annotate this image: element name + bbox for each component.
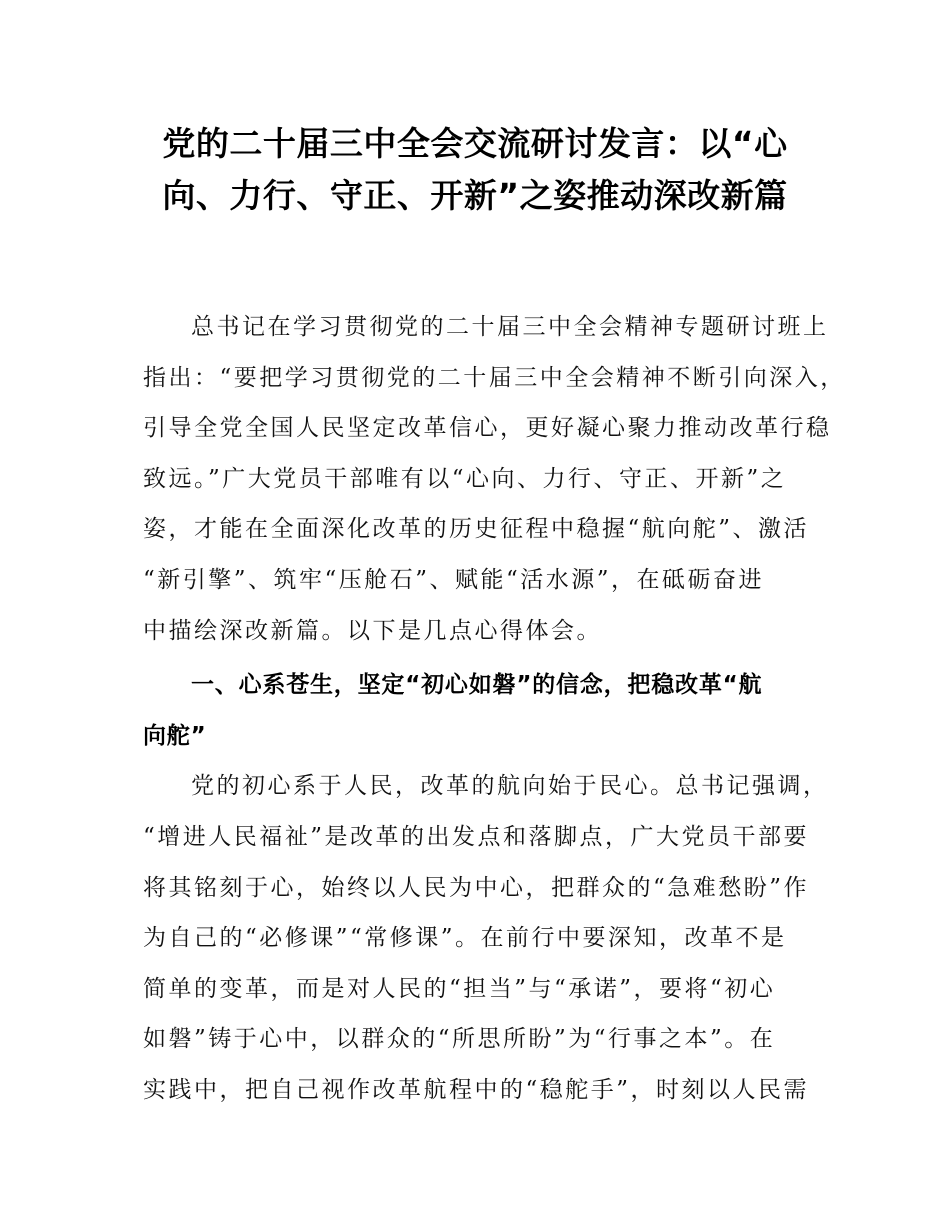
paragraph-line: 简单的变革，而是对人民的“担当”与“承诺”，要将“初心 [143, 975, 776, 1002]
paragraph-line: 如磐”铸于心中，以群众的“所思所盼”为“行事之本”。在 [143, 1026, 776, 1053]
document-body [143, 302, 846, 1116]
paragraph-line: 实践中，把自己视作改革航程中的“稳舵手”，时刻以人民需 [143, 1076, 810, 1103]
paragraph-line: 中描绘深改新篇。以下是几点心得体会。 [143, 617, 602, 644]
paragraph-line: 总书记在学习贯彻党的二十届三中全会精神专题研讨班上 [191, 314, 829, 340]
paragraph-line: 为自己的“必修课”“常修课”。在前行中要深知，改革不是 [143, 925, 787, 952]
section-heading [143, 660, 815, 761]
paragraph-line: “新引擎”、筑牢“压舱石”、赋能“活水源”，在砥砺奋进 [143, 566, 765, 593]
title-line: 向、力行、守正、开新”之姿推动深改新篇 [162, 176, 788, 215]
section-paragraph [143, 761, 829, 1115]
title-line: 党的二十届三中全会交流研讨发言：以“心 [162, 124, 788, 163]
paragraph-line: “增进人民福祉”是改革的出发点和落脚点，广大党员干部要 [143, 823, 810, 850]
paragraph-line: 致远。”广大党员干部唯有以“心向、力行、守正、开新”之 [143, 465, 787, 492]
document-title [120, 118, 830, 222]
paragraph-line: 党的初心系于人民，改革的航向始于民心。总书记强调， [191, 773, 829, 800]
paragraph-line: 引导全党全国人民坚定改革信心，更好凝心聚力推动改革行稳 [143, 415, 832, 442]
heading-line: 一、心系苍生，坚定“初心如磐”的信念，把稳改革“航 [191, 672, 763, 699]
paragraph-line: 姿，才能在全面深化改革的历史征程中稳握“航向舵”、激活 [143, 516, 810, 543]
heading-line: 向舵” [143, 722, 207, 749]
paragraph-line: 指出：“要把学习贯彻党的二十届三中全会精神不断引向深入， [143, 364, 846, 391]
intro-paragraph [143, 302, 846, 656]
paragraph-line: 将其铭刻于心，始终以人民为中心，把群众的“急难愁盼”作 [143, 874, 810, 901]
